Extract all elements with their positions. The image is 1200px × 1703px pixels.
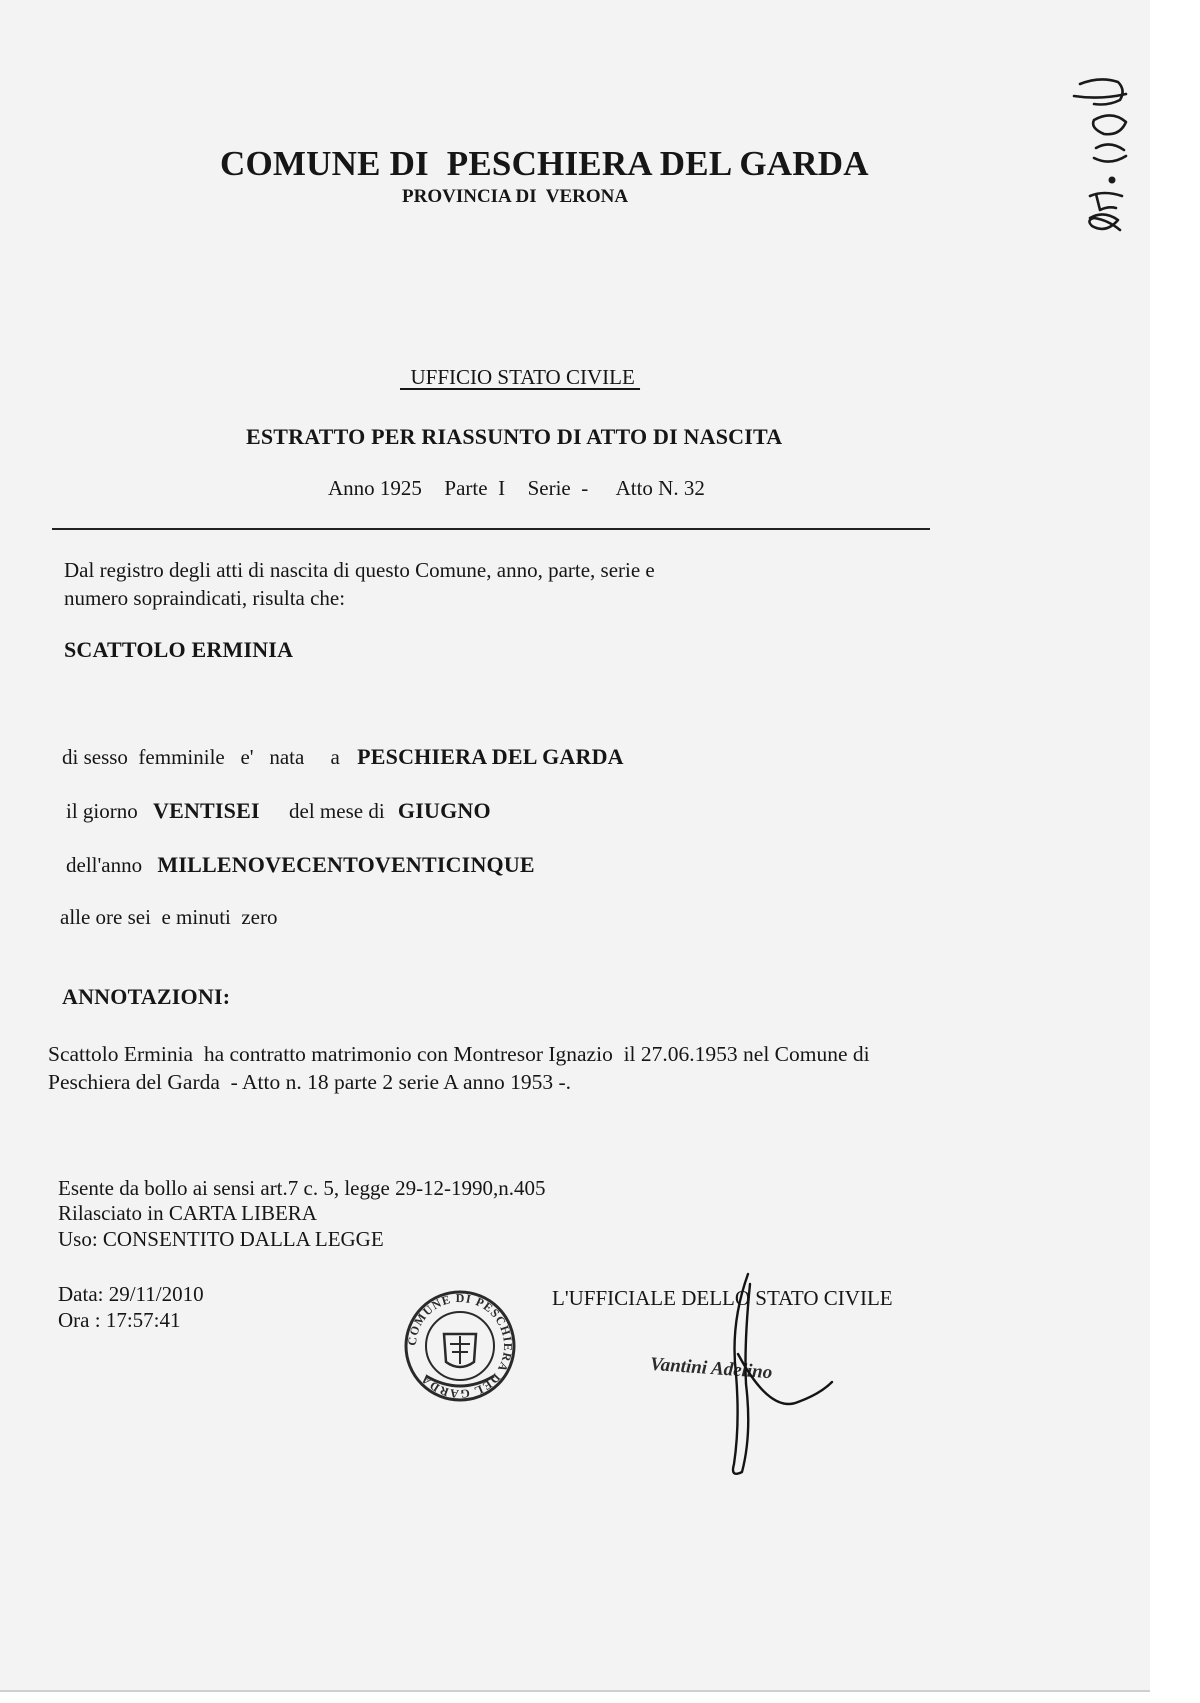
- office-label: UFFICIO STATO CIVILE: [410, 365, 641, 389]
- person-name: SCATTOLO ERMINIA: [64, 637, 294, 662]
- province-subtitle: PROVINCIA DI VERONA: [402, 186, 629, 207]
- official-seal-stamp: [400, 1286, 520, 1406]
- reference-act: Atto N. 32: [615, 476, 705, 500]
- birth-day-line: [66, 798, 491, 824]
- office-title: [400, 340, 640, 390]
- birth-month-prefix: del mese di: [289, 799, 385, 823]
- birth-year-prefix: dell'anno: [66, 853, 143, 877]
- intro-line-1: Dal registro degli atti di nascita di questo Comune, anno, parte, serie e: [64, 558, 655, 582]
- officer-signature: [700, 1264, 860, 1484]
- use-note: Uso: CONSENTITO DALLA LEGGE: [58, 1227, 384, 1251]
- birth-year-line: [66, 852, 535, 878]
- issue-date: Data: 29/11/2010: [58, 1282, 204, 1306]
- birth-day: VENTISEI: [153, 798, 260, 823]
- annotation-line-2: Peschiera del Garda - Atto n. 18 parte 2 serie A anno 1953 -.: [48, 1070, 572, 1094]
- officer-title: L'UFFICIALE DELLO STATO CIVILE: [552, 1286, 893, 1310]
- annotation-line-1: Scattolo Erminia ha contratto matrimonio con Montresor Ignazio il 27.06.1953 nel Comune di: [48, 1042, 870, 1066]
- separator-rule: [52, 528, 930, 530]
- birth-place: PESCHIERA DEL GARDA: [357, 744, 624, 769]
- birth-year: MILLENOVECENTOVENTICINQUE: [157, 852, 535, 877]
- issue-time: Ora : 17:57:41: [58, 1308, 181, 1332]
- scan-margin: [1150, 0, 1200, 1703]
- reference-part: Parte I: [444, 476, 506, 500]
- officer-name-stamp: Vantini Adelino: [649, 1353, 773, 1384]
- intro-line-2: numero sopraindicati, risulta che:: [64, 586, 346, 610]
- reference-series: Serie -: [527, 476, 589, 500]
- document-title: ESTRATTO PER RIASSUNTO DI ATTO DI NASCITA: [246, 424, 783, 449]
- municipality-title: COMUNE DI PESCHIERA DEL GARDA: [220, 144, 869, 183]
- birth-time: alle ore sei e minuti zero: [60, 905, 278, 929]
- reference-year: Anno 1925: [328, 476, 422, 500]
- exemption-note: Esente da bollo ai sensi art.7 c. 5, legge 29-12-1990,n.405: [58, 1176, 546, 1200]
- svg-text:COMUNE DI PESCHIERA DEL GARDA: COMUNE DI PESCHIERA DEL GARDA: [404, 1290, 516, 1402]
- scan-bottom-edge: [0, 1690, 1150, 1692]
- birth-month: GIUGNO: [397, 798, 491, 823]
- birth-day-prefix: il giorno: [66, 799, 138, 823]
- birth-sex-line: [62, 744, 624, 770]
- handwritten-doc-number: [1060, 70, 1150, 240]
- annotations-heading: ANNOTAZIONI:: [62, 984, 231, 1009]
- issued-note: Rilasciato in CARTA LIBERA: [58, 1201, 317, 1225]
- reference-line: [328, 476, 705, 501]
- birth-sex-prefix: di sesso femminile e' nata a: [62, 745, 340, 769]
